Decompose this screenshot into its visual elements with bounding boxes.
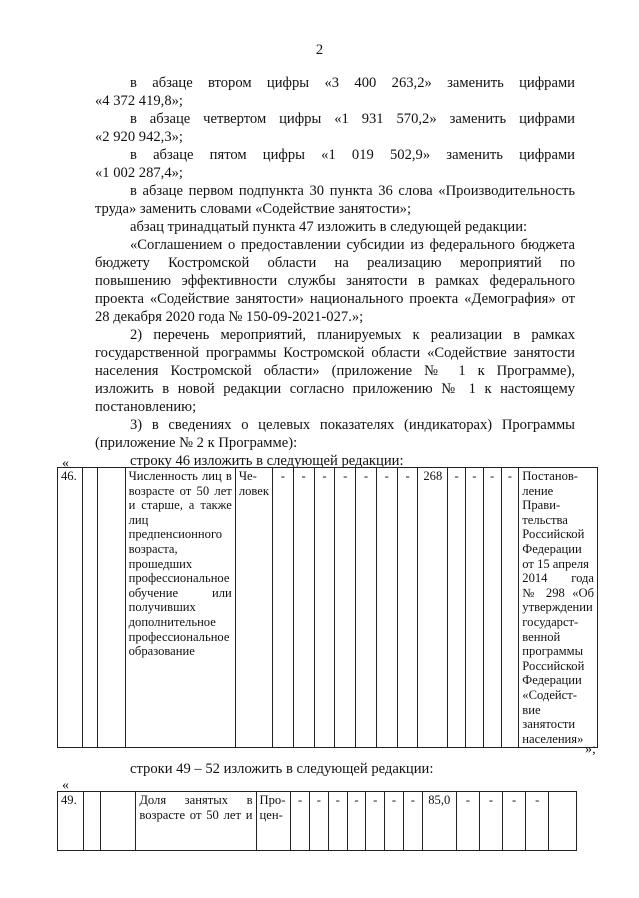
text-line: постановлению; [95, 399, 197, 415]
text-line: «Соглашением о предоставлении субсидии из федерального бюджета [130, 237, 575, 253]
empty-cell [83, 468, 97, 748]
text-line: 3) в сведениях о целевых показателях (индикаторах) Программы [130, 417, 575, 433]
text-line: проекта «Содействие занятости» национального проекта «Демография» от [95, 291, 575, 307]
value-cell: - [465, 468, 483, 748]
value-cell: - [314, 468, 335, 748]
value-cell: - [501, 468, 519, 748]
text-line: в абзаце пятом цифры «1 019 502,9» заменить цифрами [130, 147, 575, 163]
text-line: населения Костромской области» (приложение № 1 к Программе), [95, 363, 575, 379]
row-number: 46. [58, 468, 83, 748]
value-cell: - [347, 792, 366, 851]
value-cell: - [479, 792, 502, 851]
page-number: 2 [315, 42, 324, 58]
text-line: 2) перечень мероприятий, планируемых к реализации в рамках [130, 327, 575, 343]
table-row-46 [57, 467, 598, 748]
value-cell: - [483, 468, 501, 748]
text-line: «2 920 942,3»; [95, 129, 183, 145]
value-cell: - [291, 792, 310, 851]
text-line: 28 декабря 2020 года № 150-09-2021-027.»; [95, 309, 364, 325]
value-cell: - [376, 468, 397, 748]
value-cell: - [448, 468, 466, 748]
value-cell: - [272, 468, 293, 748]
value-cell: - [503, 792, 526, 851]
value-cell: - [526, 792, 549, 851]
value-cell: - [385, 792, 404, 851]
unit-cell: Че- ловек [235, 468, 272, 748]
text-line: повышению эффективности службы занятости в рамках федерального [95, 273, 575, 289]
text-line: «1 002 287,4»; [95, 165, 183, 181]
empty-cell [100, 792, 135, 851]
text-line: бюджету Костромской области на реализацию мероприятий по [95, 255, 575, 271]
value-cell: - [328, 792, 347, 851]
value-cell: - [335, 468, 356, 748]
value-cell: - [403, 792, 422, 851]
empty-cell [97, 468, 125, 748]
value-cell: - [397, 468, 418, 748]
value-cell: 268 [418, 468, 448, 748]
text-line: строки 49 – 52 изложить в следующей редакции: [130, 761, 434, 777]
text-line: строку 46 изложить в следующей редакции: [130, 453, 404, 469]
text-line: государственной программы Костромской области «Содействие занятости [95, 345, 575, 361]
value-cell: - [310, 792, 329, 851]
value-cell: - [293, 468, 314, 748]
text-line: абзац тринадцатый пункта 47 изложить в следующей редакции: [130, 219, 528, 235]
table-row-49 [57, 791, 577, 851]
text-line: «4 372 419,8»; [95, 93, 183, 109]
indicator-name: Доля занятых в возрасте от 50 лет и [136, 792, 256, 851]
text-line: труда» заменить словами «Содействие занятости»; [95, 201, 411, 217]
value-cell: - [366, 792, 385, 851]
indicator-name: Численность лиц в возрасте от 50 лет и старше, а также лиц предпенсионного возраста, прошедших профессиональное обучение или получивших дополнительное профессиональное образование [125, 468, 235, 748]
text-line: изложить в новой редакции согласно приложению № 1 к настоящему [95, 381, 575, 397]
open-quote-2: « [62, 778, 69, 793]
unit-cell: Про- цен- [256, 792, 291, 851]
text-line: в абзаце первом подпункта 30 пункта 36 слова «Производительность [130, 183, 575, 199]
text-line: (приложение № 2 к Программе): [95, 435, 298, 451]
open-quote-1: « [62, 456, 69, 471]
source-cell: Постанов- ление Прави- тельства Российской Федерации от 15 апреля 2014 года № 298 «Об утверждении государст- венной программы Российской Федерации «Содейст- вие занятости населения» [519, 468, 598, 748]
close-quote: »; [585, 742, 596, 757]
table-row [58, 792, 577, 851]
empty-cell [83, 792, 100, 851]
value-cell: - [456, 792, 479, 851]
table-row [58, 468, 598, 748]
row-number: 49. [58, 792, 84, 851]
value-cell: 85,0 [422, 792, 456, 851]
empty-cell [549, 792, 577, 851]
value-cell: - [356, 468, 377, 748]
text-line: в абзаце втором цифры «3 400 263,2» заменить цифрами [130, 75, 575, 91]
text-line: в абзаце четвертом цифры «1 931 570,2» заменить цифрами [130, 111, 575, 127]
